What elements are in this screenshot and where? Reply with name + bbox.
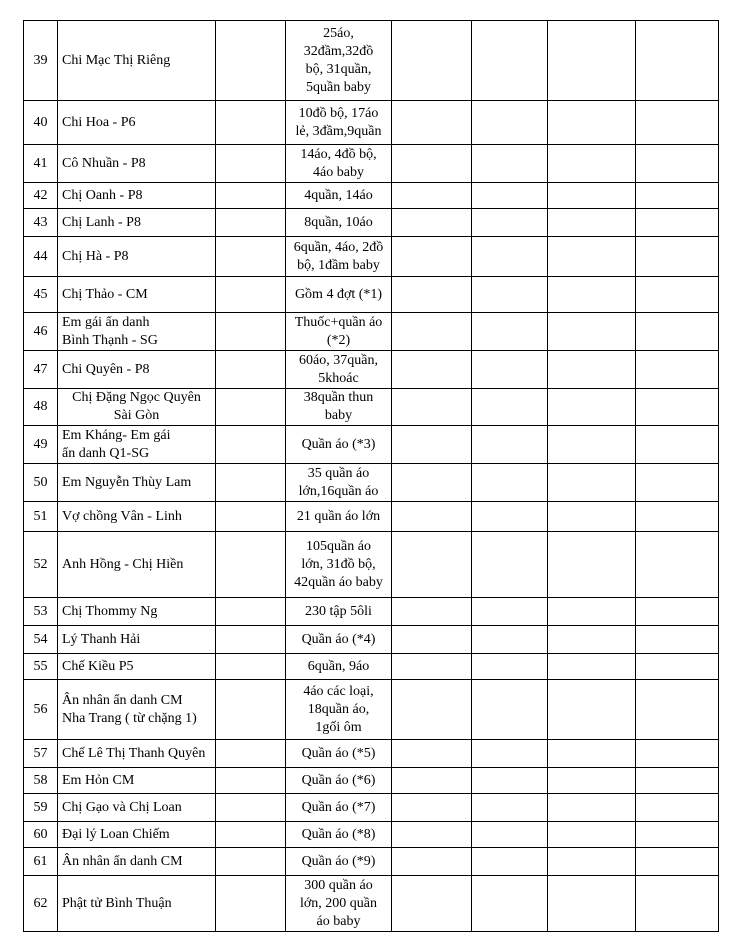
empty-cell: [548, 389, 636, 426]
empty-cell: [216, 822, 286, 848]
empty-cell: [548, 876, 636, 932]
table-row: [24, 848, 719, 876]
empty-cell: [636, 794, 719, 822]
row-number: 48: [24, 389, 58, 426]
table-row: [24, 21, 719, 101]
empty-cell: [548, 680, 636, 740]
row-number: 41: [24, 145, 58, 183]
empty-cell: [392, 389, 472, 426]
empty-cell: [472, 101, 548, 145]
empty-cell: [392, 145, 472, 183]
donor-name: Chị Thommy Ng: [58, 598, 216, 626]
empty-cell: [392, 183, 472, 209]
donor-name: Chị Oanh - P8: [58, 183, 216, 209]
empty-cell: [392, 101, 472, 145]
empty-cell: [392, 654, 472, 680]
donated-items: 300 quần áo lớn, 200 quần áo baby: [286, 876, 392, 932]
donor-name: Anh Hồng - Chị Hiền: [58, 532, 216, 598]
donated-items: 60áo, 37quần, 5khoác: [286, 351, 392, 389]
empty-cell: [392, 351, 472, 389]
donated-items: 25áo, 32đầm,32đồ bộ, 31quần, 5quần baby: [286, 21, 392, 101]
donor-name: Em Kháng- Em gái ẩn danh Q1-SG: [58, 426, 216, 464]
empty-cell: [392, 822, 472, 848]
empty-cell: [392, 626, 472, 654]
empty-cell: [472, 502, 548, 532]
table-row: [24, 389, 719, 426]
donor-name: Chị Gạo và Chị Loan: [58, 794, 216, 822]
donated-items: Thuốc+quần áo (*2): [286, 313, 392, 351]
donated-items: 35 quần áo lớn,16quần áo: [286, 464, 392, 502]
donor-name: Chế Lê Thị Thanh Quyên: [58, 740, 216, 768]
empty-cell: [548, 532, 636, 598]
empty-cell: [636, 502, 719, 532]
table-row: [24, 277, 719, 313]
empty-cell: [548, 313, 636, 351]
empty-cell: [472, 183, 548, 209]
table-row: [24, 532, 719, 598]
empty-cell: [636, 768, 719, 794]
empty-cell: [548, 277, 636, 313]
donor-name: Chi Quyên - P8: [58, 351, 216, 389]
row-number: 62: [24, 876, 58, 932]
empty-cell: [636, 626, 719, 654]
empty-cell: [216, 237, 286, 277]
empty-cell: [548, 145, 636, 183]
empty-cell: [472, 464, 548, 502]
table-row: [24, 680, 719, 740]
empty-cell: [548, 237, 636, 277]
empty-cell: [216, 464, 286, 502]
table-row: [24, 145, 719, 183]
empty-cell: [472, 876, 548, 932]
empty-cell: [216, 654, 286, 680]
empty-cell: [548, 21, 636, 101]
empty-cell: [392, 680, 472, 740]
row-number: 60: [24, 822, 58, 848]
row-number: 45: [24, 277, 58, 313]
table-row: [24, 426, 719, 464]
donor-name: Em Nguyễn Thùy Lam: [58, 464, 216, 502]
donated-items: 105quần áo lớn, 31đồ bộ, 42quần áo baby: [286, 532, 392, 598]
row-number: 40: [24, 101, 58, 145]
empty-cell: [548, 183, 636, 209]
donor-name: Cô Nhuần - P8: [58, 145, 216, 183]
empty-cell: [636, 101, 719, 145]
row-number: 61: [24, 848, 58, 876]
donated-items: 4áo các loại, 18quần áo, 1gối ôm: [286, 680, 392, 740]
empty-cell: [636, 598, 719, 626]
row-number: 59: [24, 794, 58, 822]
empty-cell: [216, 277, 286, 313]
empty-cell: [472, 277, 548, 313]
empty-cell: [392, 794, 472, 822]
empty-cell: [216, 626, 286, 654]
empty-cell: [216, 848, 286, 876]
donated-items: Quần áo (*3): [286, 426, 392, 464]
donor-name: Chị Hà - P8: [58, 237, 216, 277]
row-number: 51: [24, 502, 58, 532]
empty-cell: [216, 426, 286, 464]
empty-cell: [548, 626, 636, 654]
empty-cell: [636, 389, 719, 426]
empty-cell: [216, 598, 286, 626]
table-row: [24, 313, 719, 351]
donated-items: Quần áo (*9): [286, 848, 392, 876]
donated-items: Quần áo (*6): [286, 768, 392, 794]
donated-items: 8quần, 10áo: [286, 209, 392, 237]
empty-cell: [216, 680, 286, 740]
empty-cell: [392, 209, 472, 237]
empty-cell: [636, 183, 719, 209]
row-number: 42: [24, 183, 58, 209]
empty-cell: [392, 532, 472, 598]
donor-name: Chị Thảo - CM: [58, 277, 216, 313]
empty-cell: [636, 464, 719, 502]
empty-cell: [392, 502, 472, 532]
empty-cell: [636, 740, 719, 768]
empty-cell: [392, 768, 472, 794]
donated-items: Quần áo (*8): [286, 822, 392, 848]
empty-cell: [472, 532, 548, 598]
empty-cell: [472, 680, 548, 740]
donor-name: Ân nhân ẩn danh CM: [58, 848, 216, 876]
empty-cell: [216, 101, 286, 145]
table-row: [24, 794, 719, 822]
empty-cell: [216, 768, 286, 794]
empty-cell: [636, 209, 719, 237]
donation-table: [23, 20, 719, 932]
donated-items: 21 quần áo lớn: [286, 502, 392, 532]
empty-cell: [472, 237, 548, 277]
donated-items: 6quần, 9áo: [286, 654, 392, 680]
empty-cell: [548, 502, 636, 532]
empty-cell: [392, 426, 472, 464]
empty-cell: [472, 351, 548, 389]
row-number: 53: [24, 598, 58, 626]
empty-cell: [636, 654, 719, 680]
empty-cell: [472, 794, 548, 822]
table-row: [24, 209, 719, 237]
donated-items: Quần áo (*5): [286, 740, 392, 768]
empty-cell: [472, 426, 548, 464]
empty-cell: [636, 532, 719, 598]
empty-cell: [636, 277, 719, 313]
table-row: [24, 351, 719, 389]
empty-cell: [392, 313, 472, 351]
donated-items: 230 tập 5ôli: [286, 598, 392, 626]
empty-cell: [548, 654, 636, 680]
donated-items: 4quần, 14áo: [286, 183, 392, 209]
row-number: 55: [24, 654, 58, 680]
table-row: [24, 598, 719, 626]
empty-cell: [636, 822, 719, 848]
donated-items: 6quần, 4áo, 2đồ bộ, 1đầm baby: [286, 237, 392, 277]
empty-cell: [548, 848, 636, 876]
donor-name: Chi Mạc Thị Riêng: [58, 21, 216, 101]
empty-cell: [216, 313, 286, 351]
table-row: [24, 768, 719, 794]
donor-name: Chị Đặng Ngọc Quyên Sài Gòn: [58, 389, 216, 426]
empty-cell: [636, 237, 719, 277]
empty-cell: [548, 351, 636, 389]
empty-cell: [548, 822, 636, 848]
row-number: 52: [24, 532, 58, 598]
row-number: 57: [24, 740, 58, 768]
empty-cell: [636, 313, 719, 351]
empty-cell: [392, 740, 472, 768]
empty-cell: [472, 389, 548, 426]
empty-cell: [548, 740, 636, 768]
row-number: 54: [24, 626, 58, 654]
empty-cell: [216, 389, 286, 426]
table-row: [24, 502, 719, 532]
empty-cell: [216, 532, 286, 598]
empty-cell: [472, 598, 548, 626]
empty-cell: [636, 351, 719, 389]
empty-cell: [392, 876, 472, 932]
empty-cell: [472, 21, 548, 101]
empty-cell: [392, 277, 472, 313]
empty-cell: [636, 680, 719, 740]
donated-items: Gồm 4 đợt (*1): [286, 277, 392, 313]
table-row: [24, 654, 719, 680]
donor-name: Em Hỏn CM: [58, 768, 216, 794]
donated-items: Quần áo (*4): [286, 626, 392, 654]
empty-cell: [472, 848, 548, 876]
row-number: 39: [24, 21, 58, 101]
donated-items: 38quần thun baby: [286, 389, 392, 426]
empty-cell: [472, 740, 548, 768]
empty-cell: [636, 145, 719, 183]
donor-name: Chế Kiều P5: [58, 654, 216, 680]
table-row: [24, 237, 719, 277]
empty-cell: [216, 145, 286, 183]
donor-name: Vợ chồng Vân - Linh: [58, 502, 216, 532]
table-row: [24, 464, 719, 502]
table-row: [24, 183, 719, 209]
table-row: [24, 740, 719, 768]
empty-cell: [548, 464, 636, 502]
empty-cell: [216, 351, 286, 389]
empty-cell: [216, 209, 286, 237]
donated-items: 14áo, 4đồ bộ, 4áo baby: [286, 145, 392, 183]
empty-cell: [472, 209, 548, 237]
row-number: 43: [24, 209, 58, 237]
empty-cell: [548, 101, 636, 145]
empty-cell: [216, 794, 286, 822]
empty-cell: [392, 598, 472, 626]
empty-cell: [636, 21, 719, 101]
empty-cell: [472, 822, 548, 848]
donor-name: Đại lý Loan Chiếm: [58, 822, 216, 848]
empty-cell: [472, 145, 548, 183]
empty-cell: [216, 740, 286, 768]
empty-cell: [548, 768, 636, 794]
donated-items: 10đồ bộ, 17áo lẻ, 3đầm,9quần: [286, 101, 392, 145]
empty-cell: [392, 237, 472, 277]
empty-cell: [216, 502, 286, 532]
empty-cell: [392, 464, 472, 502]
donor-name: Em gái ẩn danh Bình Thạnh - SG: [58, 313, 216, 351]
empty-cell: [472, 768, 548, 794]
donor-name: Chi Hoa - P6: [58, 101, 216, 145]
row-number: 44: [24, 237, 58, 277]
donor-name: Phật tử Bình Thuận: [58, 876, 216, 932]
donor-name: Ân nhân ẩn danh CM Nha Trang ( từ chặng 1): [58, 680, 216, 740]
row-number: 46: [24, 313, 58, 351]
table-row: [24, 822, 719, 848]
empty-cell: [636, 426, 719, 464]
empty-cell: [548, 209, 636, 237]
empty-cell: [392, 21, 472, 101]
empty-cell: [472, 313, 548, 351]
row-number: 49: [24, 426, 58, 464]
empty-cell: [216, 183, 286, 209]
table-row: [24, 101, 719, 145]
empty-cell: [216, 876, 286, 932]
donor-name: Lý Thanh Hải: [58, 626, 216, 654]
donated-items: Quần áo (*7): [286, 794, 392, 822]
table-row: [24, 626, 719, 654]
empty-cell: [472, 654, 548, 680]
empty-cell: [216, 21, 286, 101]
row-number: 50: [24, 464, 58, 502]
empty-cell: [472, 626, 548, 654]
empty-cell: [548, 794, 636, 822]
donor-name: Chị Lanh - P8: [58, 209, 216, 237]
empty-cell: [548, 598, 636, 626]
row-number: 47: [24, 351, 58, 389]
empty-cell: [636, 876, 719, 932]
empty-cell: [636, 848, 719, 876]
empty-cell: [548, 426, 636, 464]
row-number: 56: [24, 680, 58, 740]
row-number: 58: [24, 768, 58, 794]
empty-cell: [392, 848, 472, 876]
table-row: [24, 876, 719, 932]
